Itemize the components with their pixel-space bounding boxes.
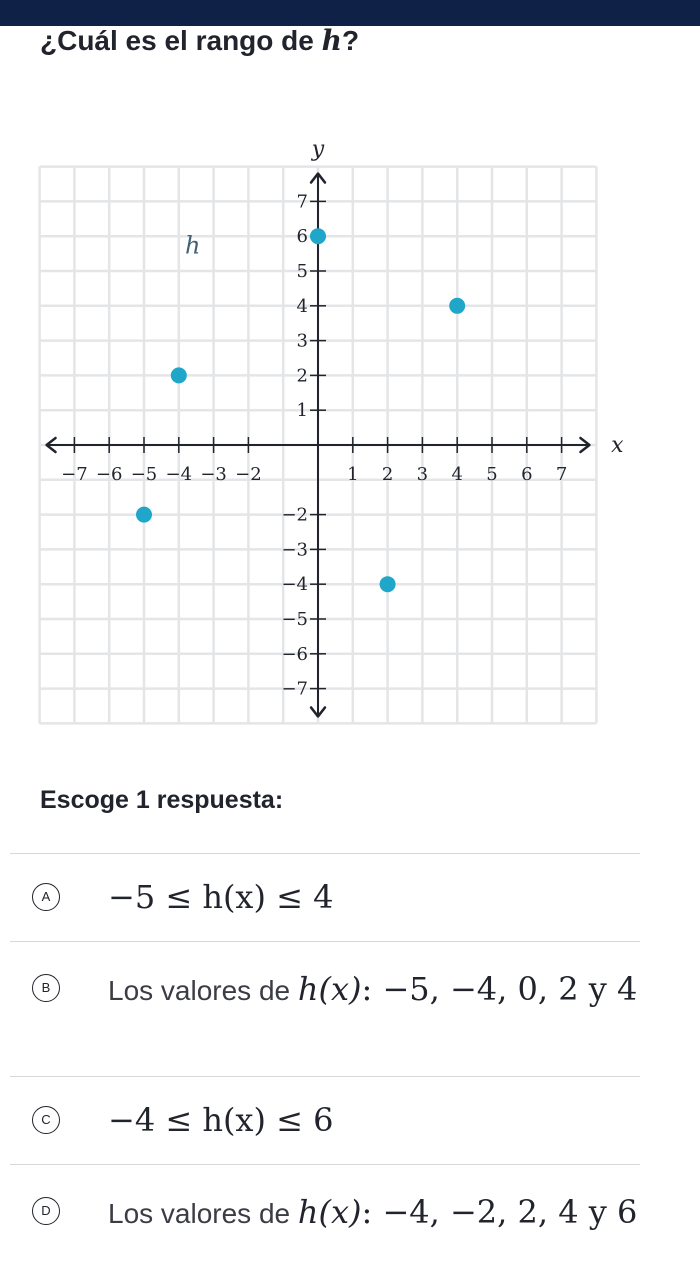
x-tick-label: 7 bbox=[555, 464, 568, 485]
y-tick-label: 2 bbox=[296, 365, 308, 387]
choice-d[interactable] bbox=[10, 1164, 640, 1270]
y-tick-label: 6 bbox=[296, 226, 308, 248]
question-prefix: ¿Cuál es el rango de bbox=[40, 25, 322, 56]
x-tick-label: 2 bbox=[381, 464, 394, 485]
choice-b-content bbox=[108, 966, 648, 1014]
data-point bbox=[380, 576, 396, 592]
x-tick-label: −3 bbox=[200, 464, 227, 485]
y-tick-label: −6 bbox=[281, 643, 308, 665]
y-tick-label: −7 bbox=[281, 678, 308, 700]
x-tick-label: 3 bbox=[416, 464, 429, 485]
data-point bbox=[310, 228, 326, 244]
y-tick-label: 5 bbox=[296, 261, 308, 282]
choice-a-math: −5 ≤ h(x) ≤ 4 bbox=[108, 878, 334, 916]
choice-a[interactable] bbox=[10, 853, 640, 942]
choice-c[interactable] bbox=[10, 1076, 640, 1165]
question-var: h bbox=[321, 24, 342, 57]
x-tick-label: −2 bbox=[235, 464, 262, 485]
x-tick-label: −5 bbox=[130, 464, 158, 485]
choice-b-text-prefix: Los valores de bbox=[108, 975, 298, 1006]
choice-letter-a: A bbox=[32, 883, 60, 911]
x-tick-label: 1 bbox=[347, 464, 359, 485]
choice-c-math: −4 ≤ h(x) ≤ 6 bbox=[108, 1101, 334, 1139]
choice-d-math: h(x) bbox=[297, 1193, 362, 1231]
choice-d-content bbox=[108, 1189, 648, 1237]
choice-b-text-suffix: : −5, −4, 0, 2 y 4 bbox=[361, 970, 638, 1008]
coordinate-graph bbox=[0, 135, 700, 735]
answer-prompt: Escoge 1 respuesta: bbox=[40, 786, 284, 814]
x-tick-label: 5 bbox=[486, 464, 498, 485]
choice-letter-c: C bbox=[32, 1106, 60, 1134]
y-tick-label: 7 bbox=[296, 191, 308, 213]
x-axis-label: x bbox=[611, 433, 624, 458]
data-point bbox=[136, 507, 152, 523]
function-label: h bbox=[184, 231, 201, 260]
x-tick-label: 6 bbox=[521, 464, 533, 485]
x-tick-label: −7 bbox=[61, 464, 88, 485]
top-bar bbox=[0, 0, 700, 26]
choice-d-text-suffix: : −4, −2, 2, 4 y 6 bbox=[361, 1193, 638, 1231]
question-suffix: ? bbox=[342, 25, 360, 56]
choice-letter-d: D bbox=[32, 1197, 60, 1225]
y-tick-label: 1 bbox=[296, 400, 308, 422]
choice-b-math: h(x) bbox=[297, 970, 362, 1008]
y-tick-label: −2 bbox=[281, 504, 308, 526]
y-tick-label: −3 bbox=[281, 539, 308, 561]
y-axis-label: y bbox=[311, 137, 325, 163]
x-tick-label: −4 bbox=[165, 464, 193, 485]
y-tick-label: 3 bbox=[296, 330, 308, 352]
x-tick-label: 4 bbox=[451, 464, 463, 485]
question-title bbox=[40, 24, 359, 57]
y-tick-label: −4 bbox=[281, 574, 308, 596]
x-tick-label: −6 bbox=[95, 464, 123, 485]
y-tick-label: −5 bbox=[281, 609, 308, 630]
choice-b[interactable] bbox=[10, 941, 640, 1077]
data-point bbox=[449, 298, 465, 314]
choice-c-content bbox=[108, 1097, 648, 1145]
choice-a-content bbox=[108, 874, 648, 922]
y-tick-label: 4 bbox=[296, 295, 308, 317]
data-point bbox=[171, 367, 187, 383]
choice-letter-b: B bbox=[32, 974, 60, 1002]
choice-d-text-prefix: Los valores de bbox=[108, 1198, 298, 1229]
